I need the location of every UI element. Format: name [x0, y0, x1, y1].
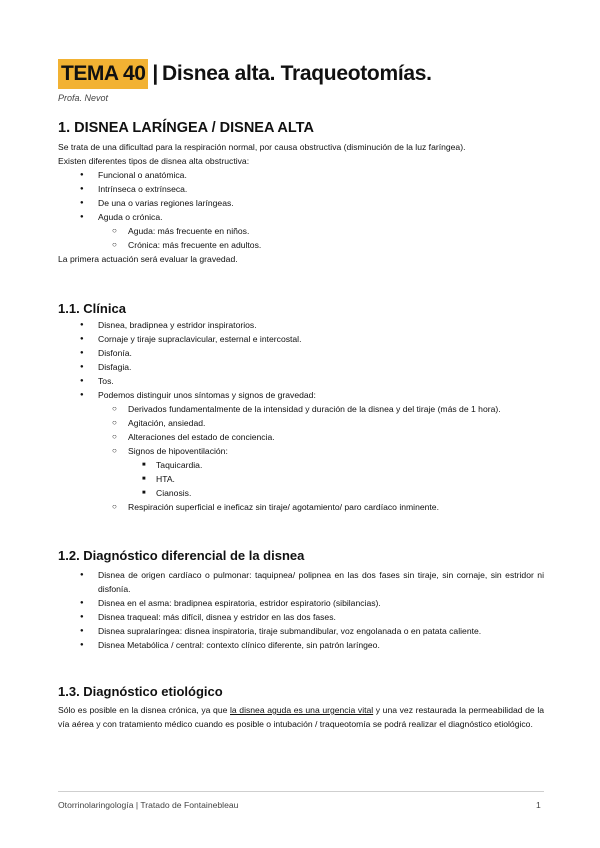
underlined-text: la disnea aguda es una urgencia vital — [230, 705, 374, 715]
page-number: 1 — [536, 800, 541, 810]
paragraph-text: y una vez restaurada la permeabilidad de la vía aérea y con tratamiento médico cuando es posible o intubación / traqueotomía se podrá realizar el diagnóstico etiológico. — [58, 705, 545, 729]
list-item: ● De una o varias regiones laríngeas. — [58, 196, 544, 210]
list-item — [58, 210, 544, 252]
list-item: ○ Crónica: más frecuente en adultos. — [58, 238, 544, 252]
list-item: ● Disnea en el asma: bradipnea espiratoria, estridor espiratorio (sibilancias). — [58, 596, 544, 610]
list-item — [58, 388, 544, 514]
paragraph-text: Sólo es posible en la disnea crónica, ya que — [58, 705, 230, 715]
section-1-2-heading: 1.2. Diagnóstico diferencial de la disnea — [58, 548, 305, 563]
section-1-intro: Se trata de una dificultad para la respiración normal, por causa obstructiva (disminución de la luz faríngea). — [58, 142, 466, 152]
section-1-1-body — [58, 318, 544, 514]
section-1-types-intro: Existen diferentes tipos de disnea alta obstructiva: — [58, 156, 250, 166]
list-item: ● Disfonía. — [58, 346, 544, 360]
list-item: ○ Respiración superficial e ineficaz sin tiraje/ agotamiento/ paro cardíaco inminente. — [58, 500, 544, 514]
list-item: ● Cornaje y tiraje supraclavicular, esternal e intercostal. — [58, 332, 544, 346]
list-item: ● Disfagia. — [58, 360, 544, 374]
section-1-3-body — [58, 703, 544, 731]
list-item: ● Disnea supralaríngea: disnea inspiratoria, tiraje submandibular, voz engolanada o en patata caliente. — [58, 624, 544, 638]
list-item-text: Podemos distinguir unos síntomas y signos de gravedad: — [98, 390, 316, 400]
list-item: ● Disnea traqueal: más difícil, disnea y estridor en las dos fases. — [58, 610, 544, 624]
section-1-3-heading: 1.3. Diagnóstico etiológico — [58, 684, 223, 699]
types-list — [58, 168, 544, 252]
list-item: ● Disnea, bradipnea y estridor inspiratorios. — [58, 318, 544, 332]
list-item-text: Aguda o crónica. — [98, 212, 163, 222]
section-1-2-body — [58, 568, 544, 652]
list-item: ■ Cianosis. — [58, 486, 544, 500]
diagnostico-diferencial-list — [58, 568, 544, 652]
professor-name: Profa. Nevot — [58, 93, 109, 103]
tema-badge: TEMA 40 — [58, 59, 148, 89]
list-item: ■ Taquicardia. — [58, 458, 544, 472]
list-item: ○ Derivados fundamentalmente de la intensidad y duración de la disnea y del tiraje (más de 1 hora). — [58, 402, 544, 416]
list-item — [58, 444, 544, 500]
footer-divider — [58, 791, 544, 792]
list-item-text: Signos de hipoventilación: — [128, 446, 228, 456]
list-item: ● Tos. — [58, 374, 544, 388]
types-sublist — [98, 224, 544, 252]
list-item: ○ Aguda: más frecuente en niños. — [58, 224, 544, 238]
page-title: Disnea alta. Traqueotomías. — [162, 62, 432, 85]
section-1-heading: 1. DISNEA LARÍNGEA / DISNEA ALTA — [58, 120, 314, 136]
list-item: ● Funcional o anatómica. — [58, 168, 544, 182]
gravedad-sublist — [98, 402, 544, 514]
section-1-body — [58, 140, 544, 266]
list-item: ● Disnea de origen cardíaco o pulmonar: taquipnea/ polipnea en las dos fases sin tiraje, sin cornaje, sin estridor ni disfonía. — [58, 568, 544, 596]
section-1-1-heading: 1.1. Clínica — [58, 301, 126, 316]
list-item: ● Intrínseca o extrínseca. — [58, 182, 544, 196]
list-item: ● Disnea Metabólica / central: contexto clínico diferente, sin patrón laríngeo. — [58, 638, 544, 652]
title-separator: | — [152, 62, 158, 85]
title-row — [58, 58, 432, 90]
list-item: ○ Agitación, ansiedad. — [58, 416, 544, 430]
list-item: ■ HTA. — [58, 472, 544, 486]
section-1-closing: La primera actuación será evaluar la gravedad. — [58, 254, 238, 264]
list-item: ○ Alteraciones del estado de conciencia. — [58, 430, 544, 444]
clinica-list — [58, 318, 544, 514]
section-1-3-paragraph — [58, 703, 544, 731]
hipoventilacion-sublist — [128, 458, 544, 500]
footer-text: Otorrinolaringología | Tratado de Fontainebleau — [58, 800, 239, 810]
